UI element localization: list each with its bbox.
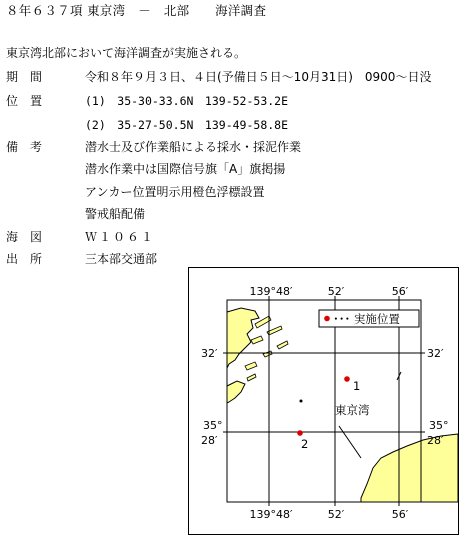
right-tick-3: 28′ <box>427 434 444 447</box>
value-remark-3: アンカー位置明示用橙色浮標設置 <box>85 185 265 199</box>
point-1-label: 1 <box>353 379 361 393</box>
value-remark-4: 警戒船配備 <box>85 207 146 221</box>
bottom-tick-3: 56′ <box>391 508 409 521</box>
bottom-tick-1: 139°48′ <box>249 508 293 521</box>
pier-6 <box>263 351 272 357</box>
land-northwest <box>227 308 259 368</box>
legend-text: ･･･ 実施位置 <box>333 312 400 326</box>
location-map <box>188 267 459 535</box>
left-tick-2: 35° <box>203 419 223 432</box>
value-remark-2: 潜水作業中は国際信号旗「A」旗掲揚 <box>85 162 286 176</box>
pier-4 <box>277 341 288 349</box>
bay-label: 東京湾 <box>335 403 370 417</box>
label-source: 出 所 <box>6 252 43 266</box>
top-tick-1: 139°48′ <box>249 285 293 298</box>
map-canvas <box>189 268 458 534</box>
point-2-marker <box>297 430 303 436</box>
right-tick-1: 32′ <box>427 347 444 360</box>
pier-2 <box>251 336 263 344</box>
value-remark-1: 潜水士及び作業船による採水・採泥作業 <box>85 140 302 154</box>
left-tick-3: 28′ <box>201 434 218 447</box>
value-source: 三本部交通部 <box>85 252 158 266</box>
label-period: 期 間 <box>6 70 43 84</box>
label-remarks: 備 考 <box>6 140 43 154</box>
value-position-2: (2) 35-27-50.5N 139-49-58.8E <box>85 118 289 132</box>
land-west <box>227 381 245 403</box>
legend-marker-icon <box>324 316 330 322</box>
value-position-1: (1) 35-30-33.6N 139-52-53.2E <box>85 94 289 108</box>
top-tick-2: 52′ <box>327 285 345 298</box>
point-1-marker <box>344 376 350 382</box>
top-tick-3: 56′ <box>391 285 409 298</box>
value-period: 令和８年９月３日、４日(予備日５日～10月31日) 0900～日没 <box>85 70 432 84</box>
left-tick-1: 32′ <box>201 347 218 360</box>
label-position: 位 置 <box>6 94 43 108</box>
pier-5 <box>245 362 257 370</box>
value-chart: Ｗ１０６１ <box>85 230 156 244</box>
label-chart: 海 図 <box>6 230 43 244</box>
bottom-tick-2: 52′ <box>327 508 345 521</box>
notice-summary: 東京湾北部において海洋調査が実施される。 <box>6 46 247 60</box>
notice-title: ８年６３７項 東京湾 － 北部 海洋調査 <box>6 3 267 18</box>
right-tick-2: 35° <box>429 419 449 432</box>
point-2-label: 2 <box>301 437 309 451</box>
map-legend <box>319 310 419 327</box>
pier-7 <box>247 374 256 381</box>
